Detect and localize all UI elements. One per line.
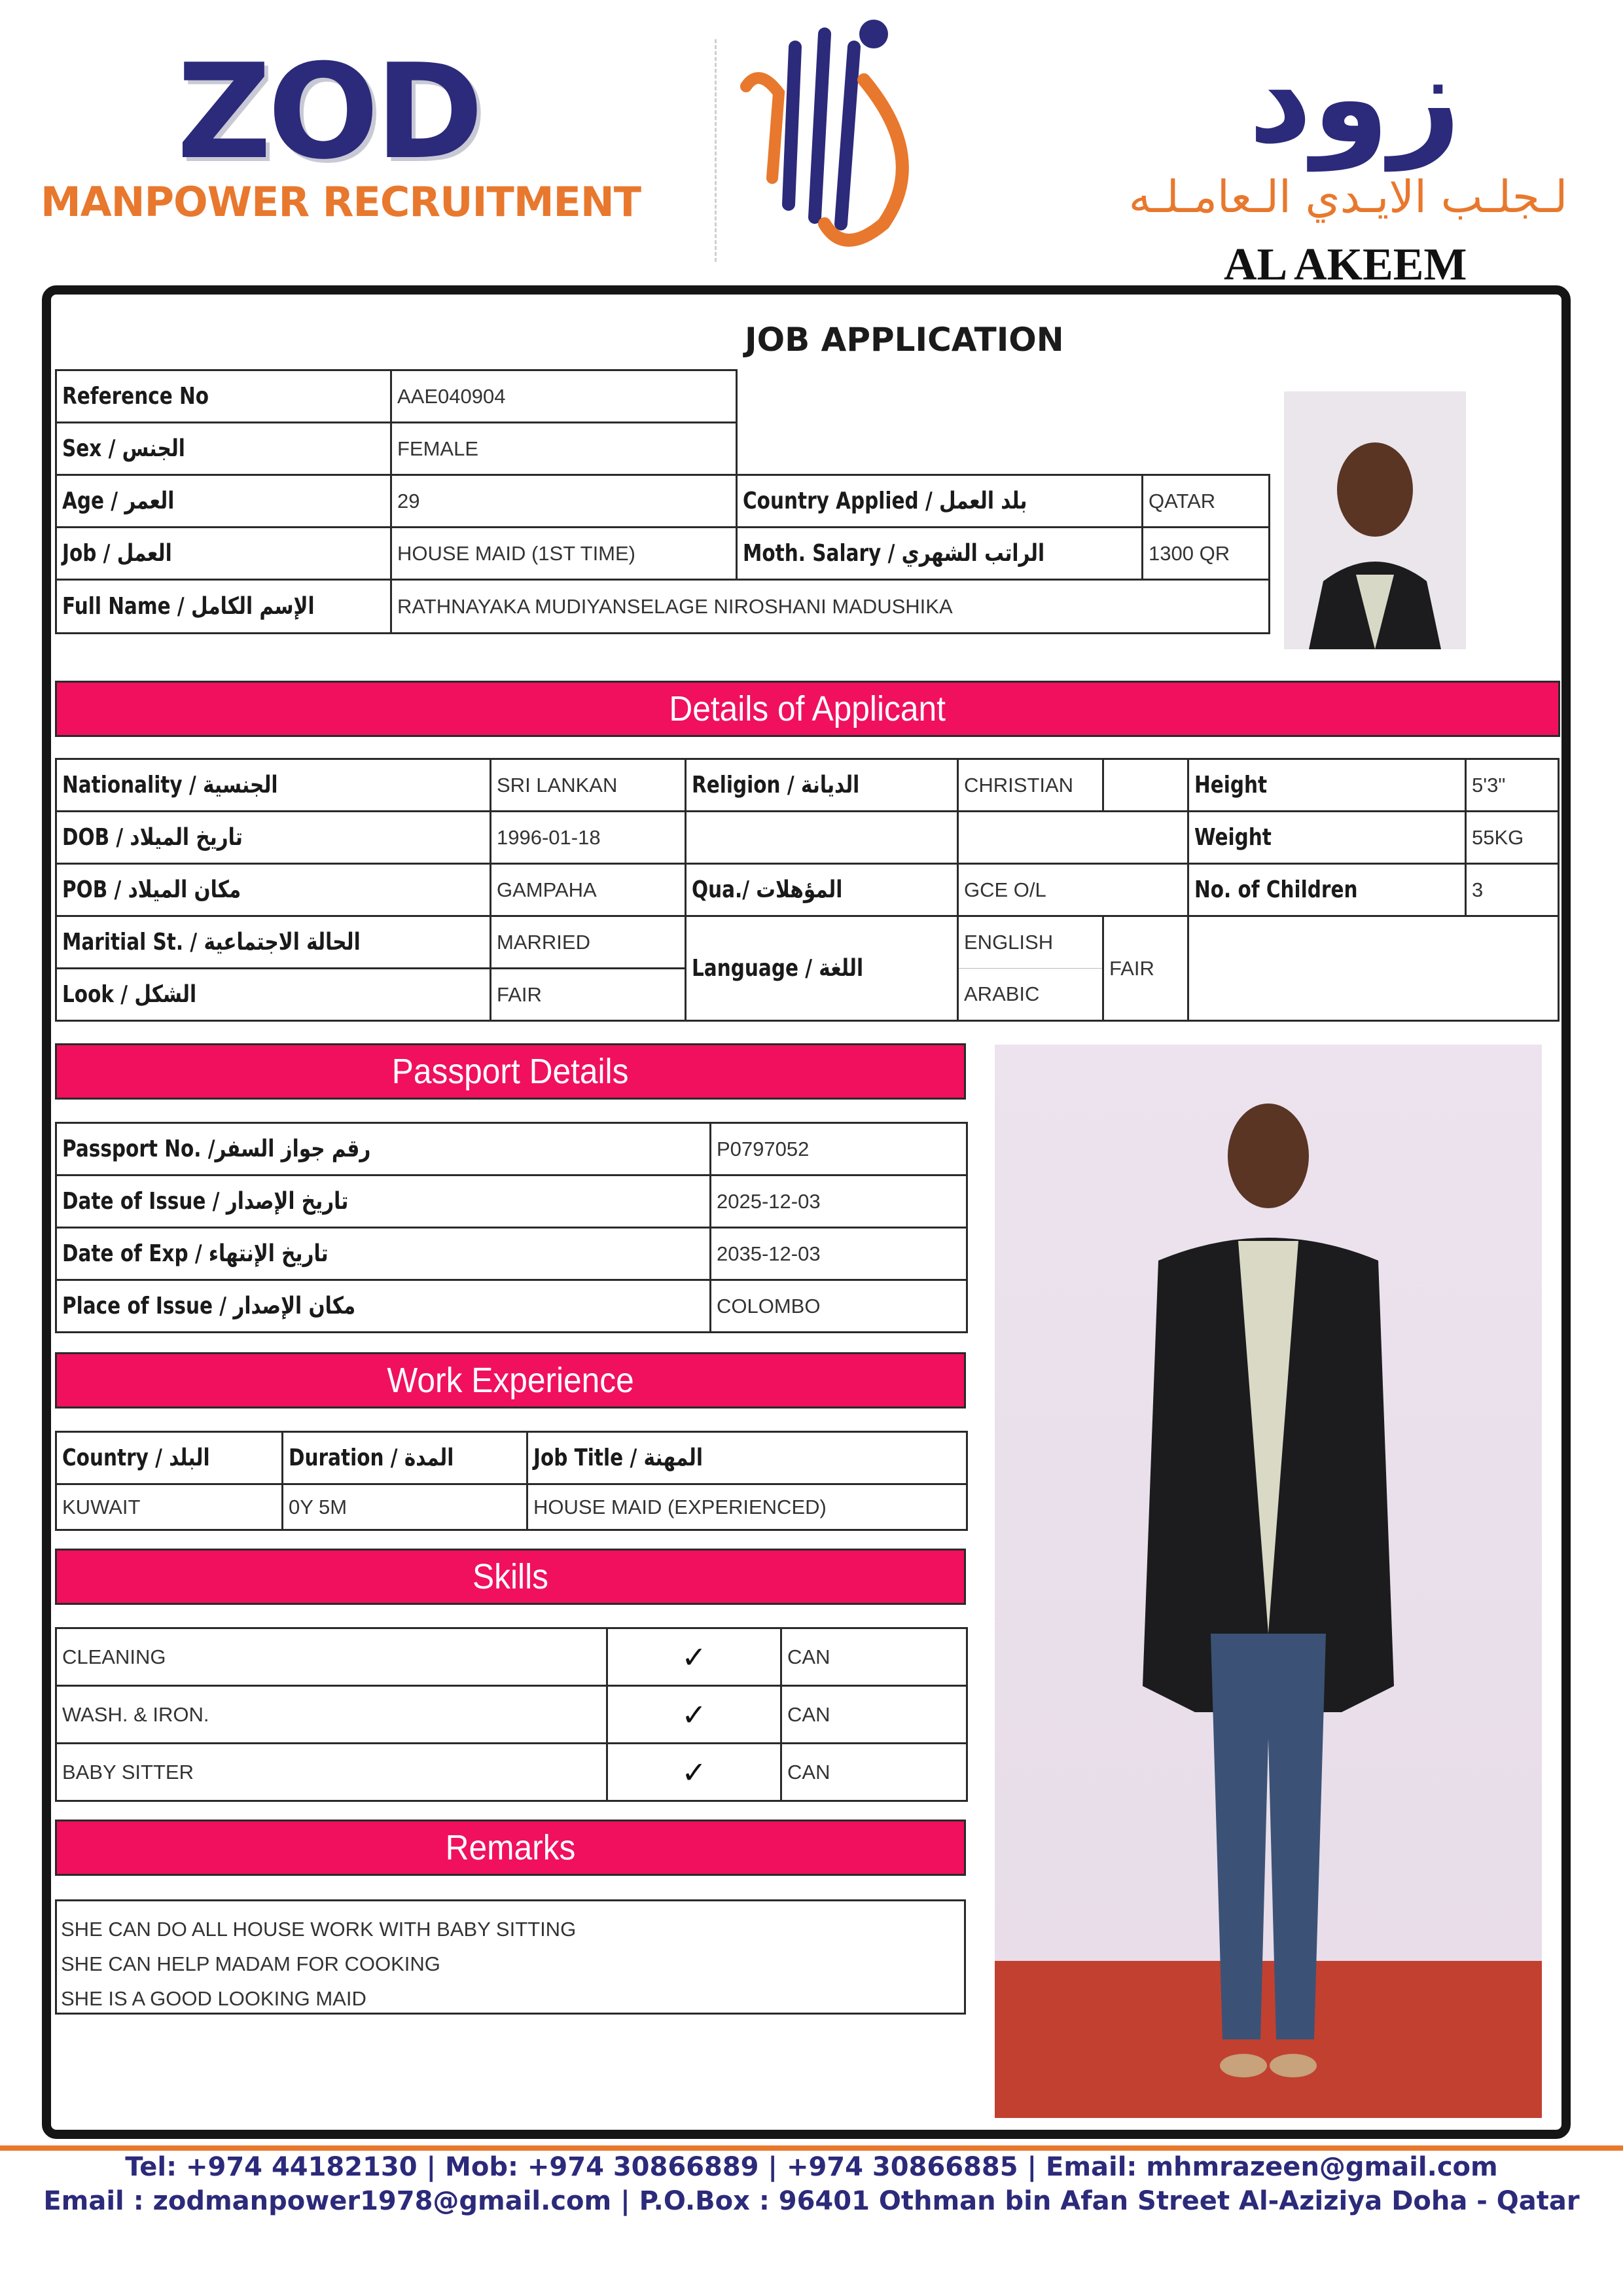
pob-value: GAMPAHA [491,864,686,916]
religion-label: Religion / الديانة [686,759,958,812]
skill-name: CLEANING [56,1628,607,1686]
check-icon: ✓ [607,1628,781,1686]
weight-value: 55KG [1466,812,1559,864]
skill-name: WASH. & IRON. [56,1686,607,1744]
company-logo-icon [733,8,929,263]
details-heading: Details of Applicant [55,681,1560,737]
sex-label: Sex / الجنس [56,423,391,475]
height-label: Height [1188,759,1466,812]
language-label: Language / اللغة [686,916,958,1021]
applicant-photo-small [1284,391,1466,649]
place-of-issue-label: Place of Issue / مكان الإصدار [56,1280,711,1333]
language-english: ENGLISH [958,916,1103,969]
language-level: FAIR [1103,916,1188,1021]
age-value: 29 [391,475,737,528]
brand-logo-text: ZOD [177,36,480,188]
check-icon: ✓ [607,1744,781,1801]
country-applied-label: Country Applied / بلد العمل [737,475,1143,528]
country-applied-value: QATAR [1143,475,1270,528]
skill-name: BABY SITTER [56,1744,607,1801]
look-label: Look / الشكل [56,969,491,1021]
skills-heading: Skills [55,1549,966,1605]
salary-value: 1300 QR [1143,528,1270,580]
work-duration-label: Duration / المدة [283,1432,527,1484]
sex-value: FEMALE [391,423,737,475]
work-title-value: HOUSE MAID (EXPERIENCED) [527,1484,967,1530]
weight-label: Weight [1188,812,1466,864]
portrait-icon [1284,391,1466,649]
check-icon: ✓ [607,1686,781,1744]
children-label: No. of Children [1188,864,1466,916]
marital-label: Maritial St. / الحالة الاجتماعية [56,916,491,969]
work-country-label: Country / البلد [56,1432,283,1484]
height-value: 5'3" [1466,759,1559,812]
expiry-date-value: 2035-12-03 [711,1228,967,1280]
dob-value: 1996-01-18 [491,812,686,864]
job-value: HOUSE MAID (1ST TIME) [391,528,737,580]
skill-status: CAN [781,1686,967,1744]
arabic-brand: زود [1248,26,1461,171]
work-table [55,1431,968,1531]
table-row [56,1628,967,1686]
skill-status: CAN [781,1744,967,1801]
full-name-value: RATHNAYAKA MUDIYANSELAGE NIROSHANI MADUSHIKA [391,580,1270,634]
blank-cell [686,812,958,864]
remarks-box [55,1899,966,2015]
pob-label: POB / مكان الميلاد [56,864,491,916]
job-label: Job / العمل [56,528,391,580]
children-value: 3 [1466,864,1559,916]
nationality-value: SRI LANKAN [491,759,686,812]
dob-label: DOB / تاريخ الميلاد [56,812,491,864]
issue-date-value: 2025-12-03 [711,1175,967,1228]
work-heading: Work Experience [55,1352,966,1408]
qualification-label: Qua./ المؤهلات [686,864,958,916]
table-row [56,1686,967,1744]
basic-info-table [55,369,738,476]
footer-address: Email : zodmanpower1978@gmail.com | P.O.Box : 96401 Othman bin Afan Street Al-Aziziya Doha - Qatar [43,2186,1580,2216]
age-label: Age / العمر [56,475,391,528]
passport-no-value: P0797052 [711,1123,967,1175]
passport-heading: Passport Details [55,1043,966,1100]
brand-tagline: MANPOWER RECRUITMENT [41,178,641,226]
page-title: JOB APPLICATION [745,321,1064,359]
work-title-label: Job Title / المهنة [527,1432,967,1484]
footer-divider [0,2145,1623,2151]
issue-date-label: Date of Issue / تاريخ الإصدار [56,1175,711,1228]
remark-line: SHE CAN HELP MADAM FOR COOKING [61,1952,440,1975]
look-value: FAIR [491,969,686,1021]
salary-label: Moth. Salary / الراتب الشهري [737,528,1143,580]
basic-info-table-2 [55,474,1270,634]
remarks-heading: Remarks [55,1820,966,1876]
religion-value: CHRISTIAN [958,759,1103,812]
work-duration-value: 0Y 5M [283,1484,527,1530]
skills-table [55,1627,968,1802]
details-table [55,758,1560,1022]
qualification-value: GCE O/L [958,864,1188,916]
expiry-date-label: Date of Exp / تاريخ الإنتهاء [56,1228,711,1280]
table-row [56,1744,967,1801]
passport-no-label: Passport No. /رقم جواز السفر [56,1123,711,1175]
blank-cell [958,812,1188,864]
full-body-portrait-icon [995,1045,1542,2118]
skill-status: CAN [781,1628,967,1686]
remark-line: SHE CAN DO ALL HOUSE WORK WITH BABY SITTING [61,1918,577,1941]
applicant-photo-full [995,1045,1542,2118]
blank-cell [1188,916,1559,1021]
religion-extra [1103,759,1188,812]
nationality-label: Nationality / الجنسية [56,759,491,812]
place-of-issue-value: COLOMBO [711,1280,967,1333]
marital-value: MARRIED [491,916,686,969]
header-divider [715,39,717,262]
partner-name: AL AKEEM [1224,240,1467,290]
footer-contact: Tel: +974 44182130 | Mob: +974 30866889 | +974 30866885 | Email: mhmrazeen@gmail.com [125,2152,1498,2182]
passport-table [55,1122,968,1333]
language-arabic: ARABIC [958,969,1103,1021]
reference-label: Reference No [56,370,391,423]
arabic-tagline: لـجلـب الايـدي الـعامـلـه [1128,171,1568,223]
full-name-label: Full Name / الإسم الكامل [56,580,391,634]
work-country-value: KUWAIT [56,1484,283,1530]
reference-value: AAE040904 [391,370,737,423]
remark-line: SHE IS A GOOD LOOKING MAID [61,1987,366,2010]
